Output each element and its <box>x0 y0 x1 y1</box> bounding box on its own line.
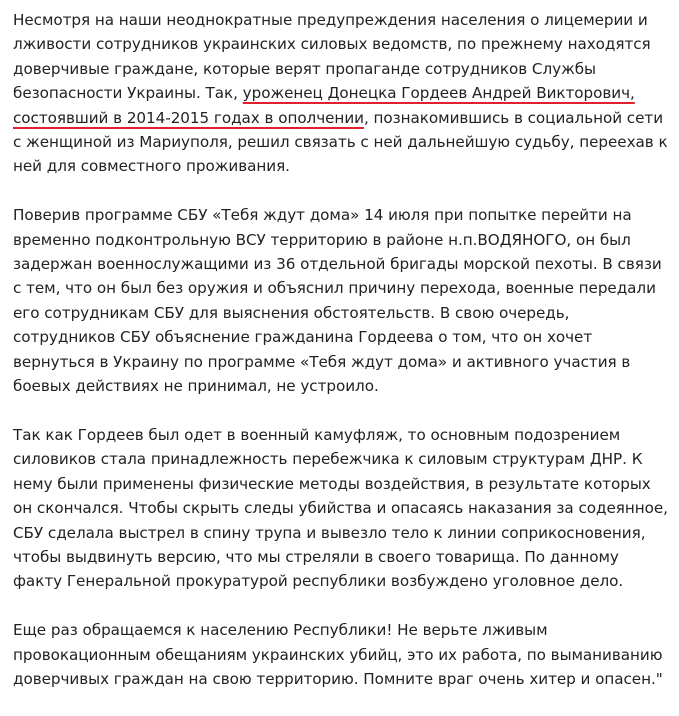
paragraph-2: Поверив программе СБУ «Тебя ждут дома» 14 июля при попытке перейти на временно подконтрольную ВСУ территорию в районе н.п.ВОДЯНОГО, он был задержан военнослужащими из 36 отдельной бригады морской пехоты. В связи с тем, что он был без оружия и объяснил причину перехода, военные передали его сотрудникам СБУ для выяснения обстоятельств. В свою очередь, сотрудников СБУ объяснение гражданина Гордеева о том, что он хочет вернуться в Украину по программе «Тебя ждут дома» и активного участия в боевых действиях не принимал, не устроило. <box>13 206 662 396</box>
highlighted-phrase: уроженец Донецка Гордеев Андрей Викторович, состоявший в 2014-2015 годах в ополчении <box>13 84 635 127</box>
paragraph-1 <box>13 8 671 179</box>
paragraph-1-intro: Несмотря на наши неоднократные предупреждения населения о лицемерии и лживости сотрудников украинских силовых ведомств, по прежнему находятся доверчивые граждане, которые верят пропаганде сотрудников Службы безопасности Украины. Так, <box>13 11 651 103</box>
paragraph-1-rest: , познакомившись в социальной сети с женщиной из Мариуполя, решил связать с ней дальнейшую судьбу, переехав к ней для совместного проживания. <box>13 108 668 176</box>
paragraph-4: Еще раз обращаемся к населению Республики! Не верьте лживым провокационным обещаниям украинских убийц, это их работа, по выманиванию доверчивых граждан на свою территорию. Помните враг очень хитер и опасен." <box>13 621 663 688</box>
paragraph-3: Так как Гордеев был одет в военный камуфляж, то основным подозрением силовиков стала принадлежность перебежчика к силовым структурам ДНР. К нему были применены физические методы воздействия, в результате которых он скончался. Чтобы скрыть следы убийства и опасаясь наказания за содеянное, СБУ сделала выстрел в спину трупа и вывезло тело к линии соприкосновения, чтобы выдвинуть версию, что мы стреляли в своего товарища. По данному факту Генеральной прокуратурой республики возбуждено уголовное дело. <box>13 425 668 591</box>
article-body <box>13 8 671 716</box>
